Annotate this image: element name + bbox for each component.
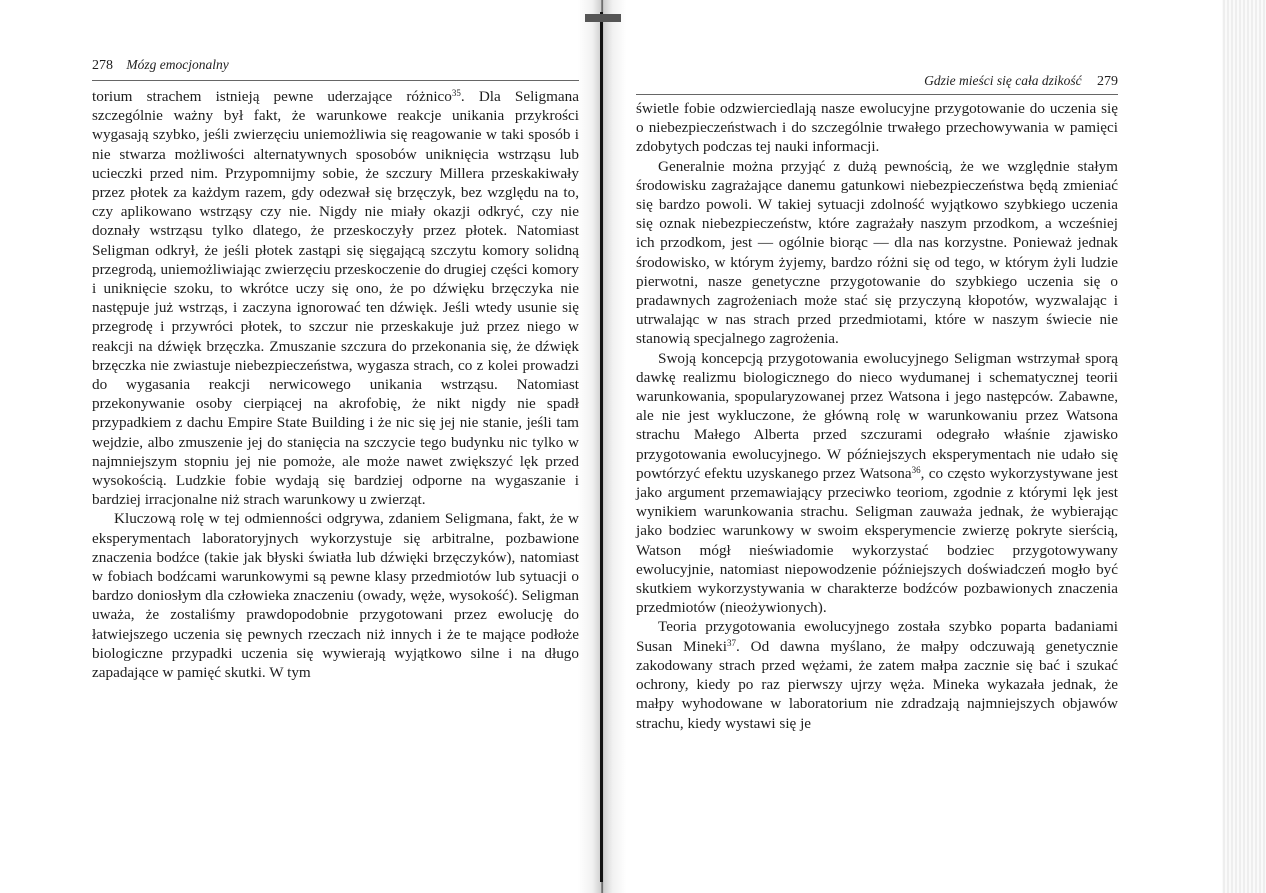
right-running-title: Gdzie mieści się cała dzikość: [924, 73, 1082, 88]
paragraph-text: Swoją koncepcją przygotowania ewolucyjnego Seligman wstrzymał sporą dawkę realizmu biologicznego do nieco wydumanej i schematycznej teorii warunkowania, spopularyzowanej przez Watsona i jego następców. Zabawne, ale nie jest wykluczone, że główną rolę w warunkowaniu przez Watsona strachu Małego Alberta przed szczurami odegrało właśnie zjawisko przygotowania ewolucyjnego. W późniejszych eksperymentach nie udało się powtórzyć efektu uzyskanego przez Watsona: [636, 349, 1118, 482]
page-edge-shadow: [1222, 0, 1266, 893]
paragraph-text: Generalnie można przyjąć z dużą pewnością, że we względnie stałym środowisku zagrażające danemu gatunkowi niebezpieczeństwa będą zmieniać się bardzo powoli. W takiej sytuacji zdolność wyjątkowo szybkiego uczenia się oznak niebezpieczeństw, które zagrażały naszym przodkom, a wcześniej ich przodkom, jest — ogólnie biorąc — dla nas korzystne. Ponieważ jednak środowisko, w którym żyjemy, bardzo różni się od tego, w którym żyli ludzie pierwotni, nasze genetyczne przygotowanie do szybkiego uczenia się o pradawnych zagrożeniach może stać się przyczyną kłopotów, wyzwalając i utrwalając w nas strach przed przedmiotami, które w naszym świecie nie stanowią specjalnego zagrożenia.: [636, 157, 1118, 348]
left-running-head: [92, 54, 579, 81]
paragraph-text: torium strachem istnieją pewne uderzające różnico: [92, 88, 452, 105]
left-running-title: Mózg emocjonalny: [126, 57, 229, 72]
paragraph-text: świetle fobie odzwierciedlają nasze ewolucyjne przygotowanie do uczenia się o niebezpieczeństwach i do szczególnie trwałego przechowywania w pamięci zdobytych podczas tej nauki informacji.: [636, 100, 1118, 156]
footnote-ref: 36: [911, 464, 921, 475]
left-page-number: 278: [92, 58, 113, 73]
footnote-ref: 37: [727, 637, 736, 648]
right-paragraph-2: [636, 157, 1118, 349]
right-paragraph-3: [636, 349, 1118, 618]
right-running-head: [636, 72, 1118, 95]
right-body-text: [636, 99, 1118, 733]
paragraph-text-tail: . Od dawna myślano, że małpy odczuwają genetycznie zakodowany strach przed wężami, że zatem małpa zacznie się bać i szukać ochrony, kiedy po raz pierwszy ujrzy węża. Mineka wykazała jednak, że małpy wyhodowane w laboratorium nie zdradzają najmniejszych objawów strachu, kiedy wystawi się je: [636, 637, 1118, 732]
left-page: [92, 54, 579, 682]
right-paragraph-1: [636, 99, 1118, 157]
paragraph-text: Kluczową rolę w tej odmienności odgrywa, zdaniem Seligmana, fakt, że w eksperymentach laboratoryjnych wykorzystuje się arbitralne, pozbawione znaczenia bodźce (takie jak błyski światła lub dźwięki brzęczyków), natomiast w fobiach bodźcami warunkowymi są pewne klasy przedmiotów lub sytuacji o bardzo doniosłym dla człowieka znaczeniu (owady, węże, wysokość). Seligman uważa, że zostaliśmy prawdopodobnie przygotowani przez ewolucję do łatwiejszego uczenia się pewnych rzeczach niż innych i że te mające podłoże biologiczne przypadki uczenia się wywierają wyjątkowo silne i na długo zapadające w pamięć skutki. W tym: [92, 510, 579, 682]
paragraph-text-tail: . Dla Seligmana szczególnie ważny był fakt, że warunkowe reakcje unikania przykrości wygasają szybko, jeśli zwierzęciu uniemożliwia się reagowanie w taki sposób i nie stwarza możliwości alternatywnych sposobów uniknięcia wstrząsu lub ucieczki przed nim. Przypomnijmy sobie, że szczury Millera przeskakiwały przez płotek za każdym razem, gdy odezwał się brzęczyk, bez względu na to, czy aplikowano wstrząsy czy nie. Nigdy nie miały okazji odkryć, czy nie doznały wstrząsu tylko dlatego, że przeskoczyły przez płotek. Natomiast Seligman odkrył, że jeśli płotek zastąpi się sięgającą szczytu komory solidną przegrodą, uniemożliwiając zwierzęciu przeskoczenie do drugiej części komory i uniknięcie szoku, to wkrótce uczy się ono, że po dźwięku brzęczyka nie następuje już wstrząs, i zaczyna ignorować ten dźwięk. Jeśli wtedy usunie się przegrodę i przywróci płotek, to szczur nie przeskakuje już przez niego w reakcji na dźwięk brzęczka. Zmuszanie szczura do przekonania się, że dźwięk brzęczka nie zwiastuje niebezpieczeństwa, wygasza strach, co z kolei prowadzi do wygasania reakcji nerwicowego unikania wstrząsu. Natomiast przekonywanie osoby cierpiącej na akrofobię, że nikt nigdy nie spadł przypadkiem z dachu Empire State Building i że nic się jej nie stanie, jeśli tam wejdzie, albo zmuszenie jej do stanięcia na szczycie tego budynku nic tylko w najmniejszym stopniu jej nie pomoże, ale może nawet zwiększyć lęk przed wysokością. Ludzkie fobie wydają się bardziej odporne na wygaszanie i bardziej irracjonalne niż strach warunkowy u zwierząt.: [92, 88, 579, 509]
gutter-top-mark: [585, 14, 621, 22]
footnote-ref: 35: [451, 88, 461, 98]
left-paragraph-2: [92, 509, 579, 682]
right-page: [636, 72, 1118, 733]
right-paragraph-4: [636, 617, 1118, 732]
right-page-number: 279: [1097, 74, 1118, 89]
paragraph-text-tail: , co często wykorzystywane jest jako argument przemawiający przeciwko teoriom, zgodnie z którymi lęk jest wynikiem warunkowania strachu. Seligman zauważa jednak, że wybierając jako bodziec warunkowy w swoim eksperymencie zwierzę pokryte sierścią, Watson mógł nieświadomie wykorzystać bodziec przygotowywany ewolucyjnie, natomiast niepowodzenie późniejszych doświadczeń mogło być skutkiem wykorzystywania w charakterze bodźców pozbawionych znaczenia przedmiotów (nieożywionych).: [636, 464, 1118, 617]
left-body-text: [92, 87, 579, 682]
paragraph-text: Teoria przygotowania ewolucyjnego została szybko poparta badaniami Susan Mineki: [636, 618, 1118, 655]
gutter-shadow-line: [600, 12, 603, 882]
left-paragraph-1: [92, 87, 579, 509]
